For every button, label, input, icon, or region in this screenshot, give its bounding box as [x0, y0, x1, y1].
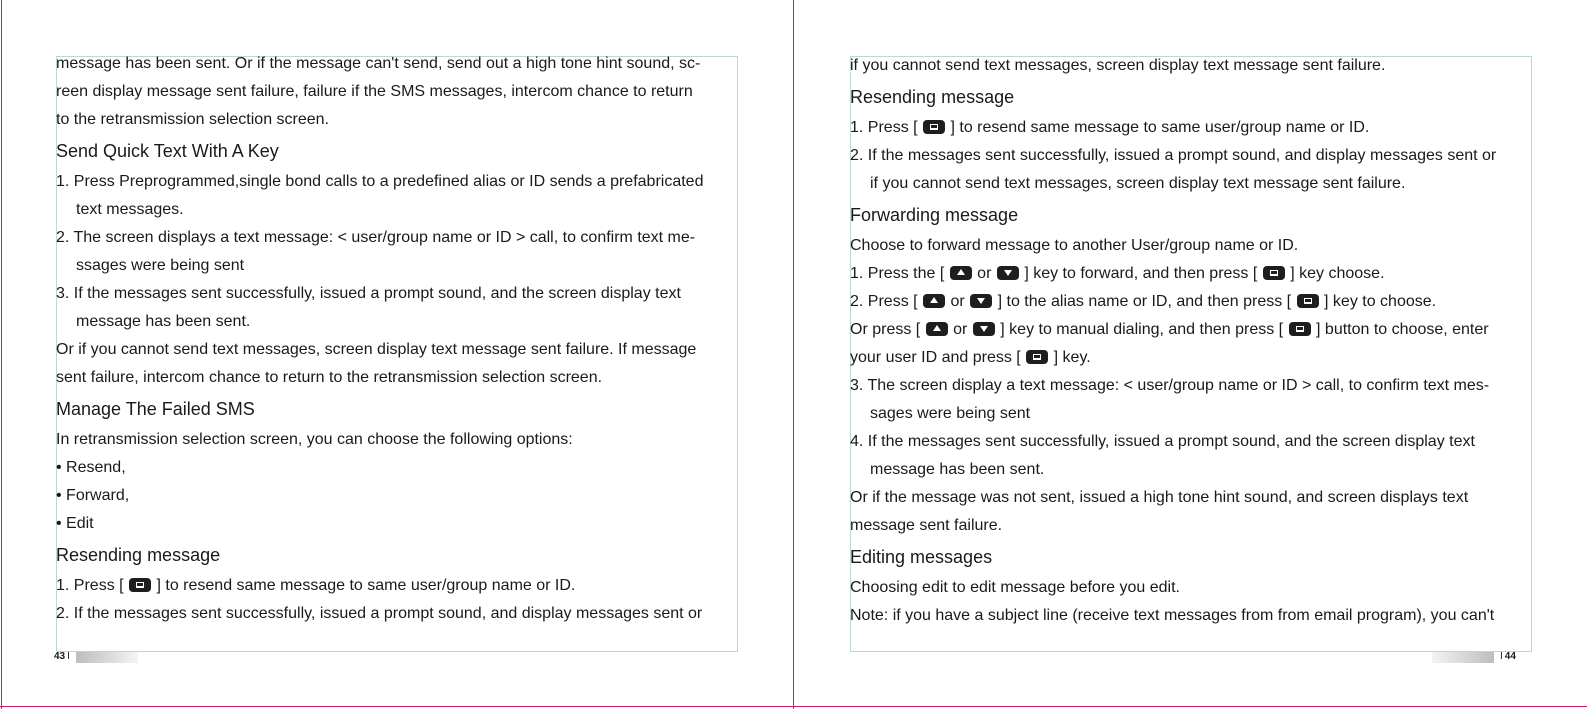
text-line: message has been sent. Or if the message can't send, send out a high tone hint sound, sc-	[56, 55, 701, 72]
text-line	[850, 260, 1540, 288]
text-fragment: ] button to choose, enter	[1316, 321, 1489, 338]
text-line	[56, 572, 756, 600]
up-key-icon	[923, 294, 945, 308]
section-heading-failed-sms: Manage The Failed SMS	[56, 399, 255, 419]
text-line: text messages.	[76, 201, 184, 218]
page-edge-left	[1, 0, 2, 709]
page-gutter	[793, 0, 794, 709]
menu-key-icon	[1297, 294, 1319, 308]
page-number-left	[54, 650, 138, 664]
text-line	[850, 344, 1540, 372]
text-fragment: 1. Press [	[850, 119, 918, 136]
text-fragment: ] to the alias name or ID, and then press [	[997, 293, 1292, 310]
text-line: 3. The screen display a text message: < user/group name or ID > call, to confirm text mes-	[850, 377, 1490, 394]
text-line: sages were being sent	[870, 405, 1031, 422]
menu-key-icon	[923, 120, 945, 134]
section-heading-quick-text: Send Quick Text With A Key	[56, 141, 279, 161]
text-line: if you cannot send text messages, screen display text message sent failure.	[850, 57, 1386, 74]
text-line: Or if the message was not sent, issued a high tone hint sound, and screen displays text	[850, 489, 1469, 506]
text-fragment: your user ID and press [	[850, 349, 1021, 366]
page-number: 43	[54, 651, 66, 662]
section-heading-forwarding: Forwarding message	[850, 205, 1019, 225]
bullet-item: • Forward,	[56, 482, 756, 510]
bullet-item: • Edit	[56, 510, 756, 538]
text-line	[850, 288, 1540, 316]
text-fragment: 2. Press [	[850, 293, 918, 310]
menu-key-icon	[1026, 350, 1048, 364]
text-fragment: or	[953, 321, 968, 338]
page-number-separator: I	[67, 651, 70, 662]
text-line: message sent failure.	[850, 517, 1003, 534]
section-heading-editing: Editing messages	[850, 547, 993, 567]
up-key-icon	[926, 322, 948, 336]
page-number-right	[1432, 650, 1516, 664]
text-line: 2. If the messages sent successfully, issued a prompt sound, and display messages sent or	[850, 147, 1497, 164]
text-fragment: ] key to manual dialing, and then press [	[1000, 321, 1284, 338]
text-line: 4. If the messages sent successfully, issued a prompt sound, and the screen display text	[850, 433, 1475, 450]
down-key-icon	[997, 266, 1019, 280]
text-line: sent failure, intercom chance to return to the retransmission selection screen.	[56, 369, 603, 386]
section-heading-resending: Resending message	[850, 87, 1015, 107]
page-number: 44	[1504, 651, 1516, 662]
page-left	[56, 50, 756, 628]
text-line: Choosing edit to edit message before you edit.	[850, 579, 1180, 596]
text-fragment: ] to resend same message to same user/group name or ID.	[156, 577, 576, 594]
up-key-icon	[950, 266, 972, 280]
text-line: if you cannot send text messages, screen display text message sent failure.	[870, 175, 1406, 192]
text-fragment: 1. Press [	[56, 577, 124, 594]
text-line: Choose to forward message to another User/group name or ID.	[850, 237, 1299, 254]
text-line: 2. If the messages sent successfully, issued a prompt sound, and display messages sent or	[56, 605, 703, 622]
text-line	[850, 114, 1540, 142]
page-number-separator: I	[1500, 651, 1503, 662]
text-line: message has been sent.	[76, 313, 251, 330]
menu-key-icon	[1289, 322, 1311, 336]
text-fragment: ] to resend same message to same user/group name or ID.	[950, 119, 1370, 136]
text-line: reen display message sent failure, failure if the SMS messages, intercom chance to return	[56, 83, 693, 100]
text-line: ssages were being sent	[76, 257, 245, 274]
text-fragment: ] key choose.	[1290, 265, 1385, 282]
text-line: to the retransmission selection screen.	[56, 111, 330, 128]
text-fragment: ] key to forward, and then press [	[1024, 265, 1258, 282]
down-key-icon	[970, 294, 992, 308]
text-fragment: ] key.	[1053, 349, 1091, 366]
menu-key-icon	[1263, 266, 1285, 280]
text-line: In retransmission selection screen, you can choose the following options:	[56, 431, 573, 448]
text-line: 2. The screen displays a text message: < user/group name or ID > call, to confirm text me-	[56, 229, 696, 246]
text-line: Note: if you have a subject line (receive text messages from from email program), you can't	[850, 607, 1495, 624]
text-fragment: Or press [	[850, 321, 921, 338]
text-line: 1. Press Preprogrammed,single bond calls to a predefined alias or ID sends a prefabricated	[56, 173, 704, 190]
text-line: 3. If the messages sent successfully, issued a prompt sound, and the screen display text	[56, 285, 681, 302]
down-key-icon	[973, 322, 995, 336]
text-fragment: or	[950, 293, 965, 310]
text-fragment: or	[977, 265, 992, 282]
menu-key-icon	[129, 578, 151, 592]
text-line: Or if you cannot send text messages, screen display text message sent failure. If message	[56, 341, 697, 358]
text-fragment: ] key to choose.	[1324, 293, 1437, 310]
footer-gradient-bar	[76, 652, 138, 663]
section-heading-resending: Resending message	[56, 545, 221, 565]
text-fragment: 1. Press the [	[850, 265, 945, 282]
bullet-item: • Resend,	[56, 454, 756, 482]
page-right	[850, 52, 1540, 630]
text-line: message has been sent.	[870, 461, 1045, 478]
footer-gradient-bar	[1432, 652, 1494, 663]
text-line	[850, 316, 1540, 344]
